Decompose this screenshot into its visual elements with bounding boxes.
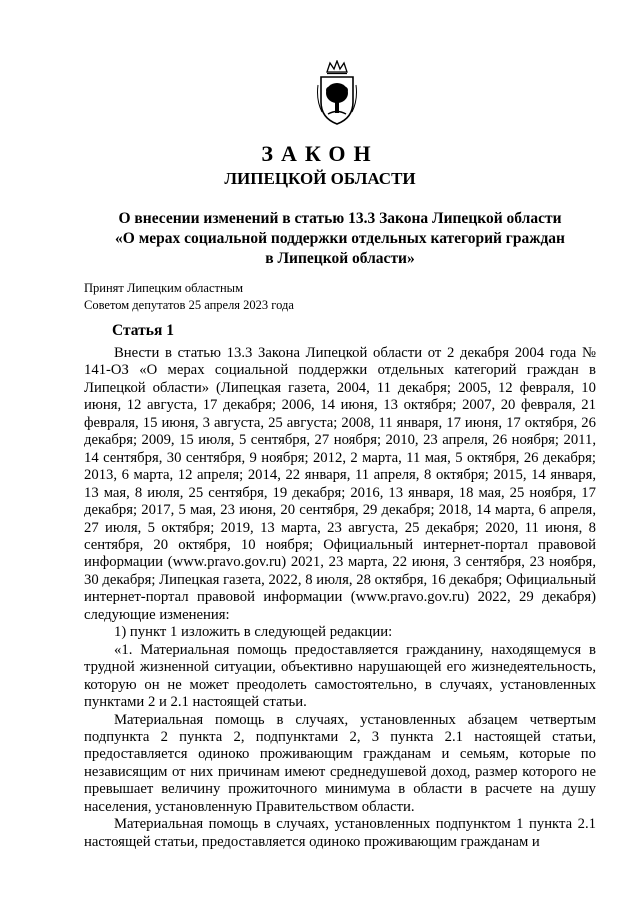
- subject-line: в Липецкой области»: [265, 250, 415, 267]
- article-body: [84, 345, 596, 851]
- subject-line: «О мерах социальной поддержки отдельных категорий граждан: [115, 230, 565, 247]
- adoption-line: Советом депутатов 25 апреля 2023 года: [84, 298, 294, 312]
- law-subject-title: [80, 209, 600, 269]
- coat-of-arms-emblem: [316, 60, 358, 126]
- article-heading: Статья 1: [112, 322, 174, 339]
- region-heading: ЛИПЕЦКОЙ ОБЛАСТИ: [224, 169, 416, 188]
- body-paragraph: Материальная помощь в случаях, установленных абзацем четвертым подпункта 2 пункта 2, подпунктами 2, 3 пункта 2.1 настоящей статьи, предоставляется одиноко проживающим гражданам и семьям, которые по независящим от них причинам имеют среднедушевой доход, размер которого не превышает величину прожиточного минимума в области в расчете на душу населения, установленную Правительством области.: [84, 711, 596, 815]
- subject-line: О внесении изменений в статью 13.3 Закона Липецкой области: [118, 210, 562, 227]
- body-paragraph: «1. Материальная помощь предоставляется гражданину, находящемуся в трудной жизненной ситуации, объективно нарушающей его жизнедеятельность, которую он не может преодолеть самостоятельно, в случаях, установленных пунктами 2 и 2.1 настоящей статьи.: [84, 641, 596, 711]
- point-one-paragraph: 1) пункт 1 изложить в следующей редакции:: [114, 624, 393, 641]
- body-paragraph: Материальная помощь в случаях, установленных подпунктом 1 пункта 2.1 настоящей статьи, предоставляется одиноко проживающим гражданам и: [84, 816, 596, 850]
- adoption-note: [84, 280, 294, 314]
- law-heading: ЗАКОН: [261, 141, 379, 166]
- adoption-line: Принят Липецким областным: [84, 281, 243, 295]
- article-intro-paragraph: Внести в статью 13.3 Закона Липецкой области от 2 декабря 2004 года № 141-ОЗ «О мерах социальной поддержки отдельных категорий граждан в Липецкой области» (Липецкая газета, 2004, 11 декабря; 2005, 12 февраля, 10 июня, 12 августа, 17 декабря; 2006, 14 июня, 13 октября; 2007, 20 февраля, 21 февраля, 15 июня, 3 августа, 25 августа; 2008, 11 января, 17 июня, 17 октября, 26 декабря; 2009, 15 июля, 5 сентября, 27 ноября; 2010, 23 апреля, 26 ноября; 2011, 14 сентября, 30 сентября, 9 ноября; 2012, 2 марта, 11 мая, 5 октября, 26 декабря; 2013, 6 марта, 12 апреля; 2014, 22 января, 11 апреля, 8 октября; 2015, 14 января, 13 мая, 8 июля, 25 сентября, 19 декабря; 2016, 13 января, 18 мая, 25 ноября, 17 декабря; 2017, 5 мая, 23 июня, 20 сентября, 29 декабря; 2018, 14 марта, 6 апреля, 27 июля, 5 октября; 2019, 13 марта, 23 августа, 25 декабря; 2020, 11 июня, 8 сентября, 20 октября, 10 ноября; Официальный интернет-портал правовой информации (www.pravo.gov.ru) 2021, 23 марта, 22 июня, 3 сентября, 23 ноября, 30 декабря; Липецкая газета, 2022, 8 июля, 28 октября, 16 декабря; Официальный интернет-портал правовой информации (www.pravo.gov.ru) 2022, 29 декабря) следующие изменения:: [84, 345, 596, 623]
